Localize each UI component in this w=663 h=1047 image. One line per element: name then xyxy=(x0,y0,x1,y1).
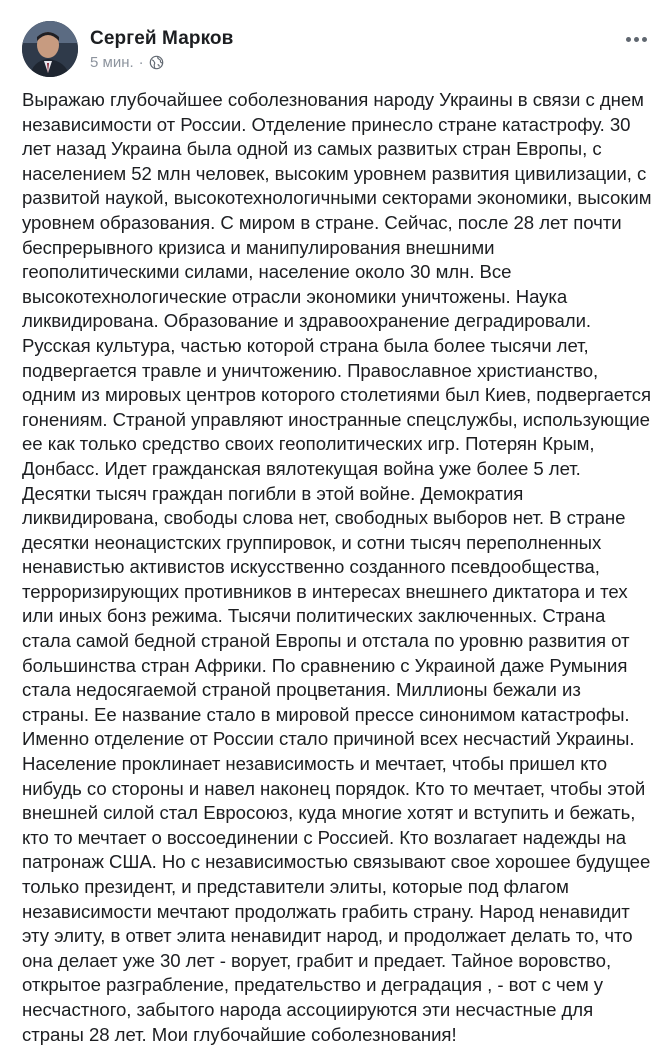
post-meta xyxy=(90,54,164,71)
post-header xyxy=(22,21,663,81)
more-dot xyxy=(642,37,647,42)
avatar-photo-icon xyxy=(22,21,78,77)
post-text: Выражаю глубочайшее соболезнования народу Украины в связи с днем независимости от России. Отделение принесло стране катастрофу. 30 лет назад Украина была одной из самых развитых стран Европы, с населением 52 млн человек, высоким уровнем развития цивилизации, с развитой наукой, высокотехнологичными секторами экономики, высоким уровнем образования. С миром в стране. Сейчас, после 28 лет почти беспрерывного кризиса и манипулирования внешними геополитическими силами, население около 30 млн. Все высокотехнологические отрасли экономики уничтожены. Наука ликвидирована. Образование и здравоохранение деградировали. Русская культура, частью которой страна была более тысячи лет, подвергается травле и уничтожению. Православное христианство, одним из мировых центров которого столетиями был Киев, подвергается гонениям. Страной управляют иностранные спецслужбы, использующие ее как только средство своих геополитических игр. Потерян Крым, Донбасс. Идет гражданская вялотекущая война уже более 5 лет. Десятки тысяч граждан погибли в этой войне. Демократия ликвидирована, свободы слова нет, свободных выборов нет. В стране десятки неонацистских группировок, и сотни тысяч переполненных ненавистью активистов искусственно созданного псевдообщества, терроризирующих противников в интересах внешнего диктатора и тех или иных бонз режима. Тысячи политических заключенных. Страна стала самой бедной страной Европы и отстала по уровню развития от большинства стран Африки. По сравнению с Украиной даже Румыния стала недосягаемой страной процветания. Миллионы бежали из страны. Ее название стало в мировой прессе синонимом катастрофы. Именно отделение от России стало причиной всех несчастий Украины. Население проклинает независимость и мечтает, чтобы пришел кто нибудь со стороны и навел наконец порядок. Кто то мечтает, чтобы этой внешней силой стал Евросоюз, куда многие хотят и вступить и бежать, кто то мечтает о воссоединении с Россией. Кто возлагает надежды на патронаж США. Но с независимостью связывают свое хорошее будущее только президент, и представители элиты, которые под флагом независимости мечтают продолжать грабить страну. Народ ненавидит эту элиту, в ответ элита ненавидит народ, и продолжает делать то, что она делает уже 30 лет - ворует, грабит и предает. Тайное воровство, открытое разграбление, предательство и деградация , - вот с чем у несчастного, забытого народа ассоциируются эти несчастные для страны 28 лет. Мои глубочайшие соболезнования! xyxy=(22,89,652,1045)
meta-separator: · xyxy=(138,54,144,71)
author-name[interactable]: Сергей Марков xyxy=(90,28,234,49)
more-dot xyxy=(634,37,639,42)
globe-icon[interactable] xyxy=(149,55,164,70)
more-options-button[interactable] xyxy=(623,29,649,49)
post-timestamp[interactable]: 5 мин. xyxy=(90,54,134,71)
avatar[interactable] xyxy=(22,21,78,77)
more-dot xyxy=(626,37,631,42)
